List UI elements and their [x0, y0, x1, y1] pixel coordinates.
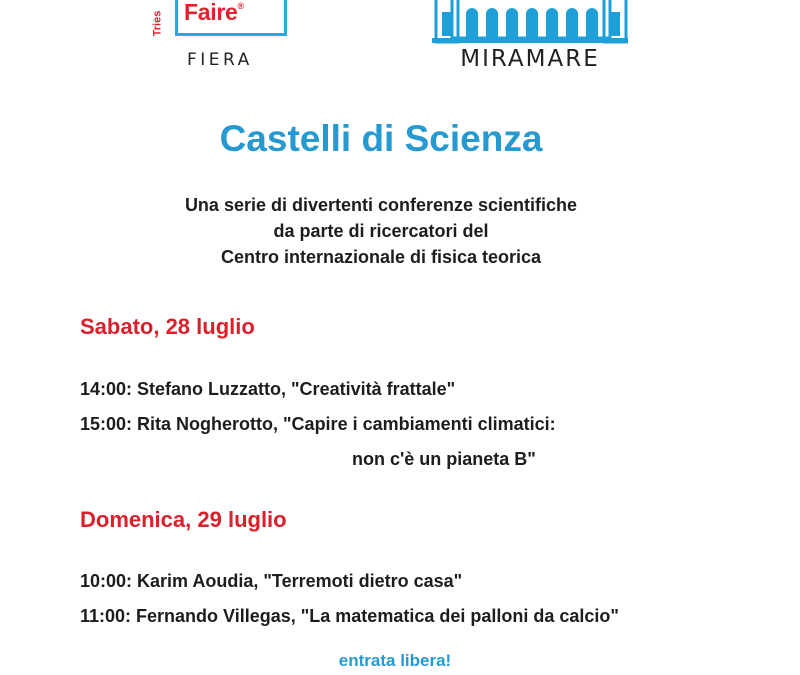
faire-logo [151, 0, 300, 80]
faire-logo-side-text: Tries [151, 10, 164, 37]
castle-icon [432, 0, 628, 44]
talk-item: 11:00: Fernando Villegas, "La matematica dei palloni da calcio" [80, 606, 619, 626]
talk-item-continuation: non c'è un pianeta B" [352, 449, 536, 469]
subtitle-line: Una serie di divertenti conferenze scientifiche [184, 195, 578, 215]
day-heading-sunday: Domenica, 29 luglio [80, 507, 287, 532]
miramare-logo [432, 0, 628, 80]
talk-item: 10:00: Karim Aoudia, "Terremoti dietro casa" [80, 571, 463, 591]
day-heading-saturday: Sabato, 28 luglio [80, 314, 255, 339]
page-title: Castelli di Scienza [219, 118, 543, 159]
miramare-label: MIRAMARE [460, 46, 600, 72]
fiera-label: FIERA [187, 50, 253, 70]
subtitle [0, 192, 762, 270]
subtitle-line: da parte di ricercatori del [273, 221, 489, 241]
talk-item: 14:00: Stefano Luzzatto, "Creatività frattale" [80, 379, 456, 399]
subtitle-line: Centro internazionale di fisica teorica [220, 247, 542, 267]
talk-item: 15:00: Rita Nogherotto, "Capire i cambiamenti climatici: [80, 414, 556, 434]
faire-logo-frame [175, 0, 287, 36]
free-entry-note: entrata libera! [338, 651, 452, 670]
faire-logo-word: Faire® [184, 0, 244, 25]
